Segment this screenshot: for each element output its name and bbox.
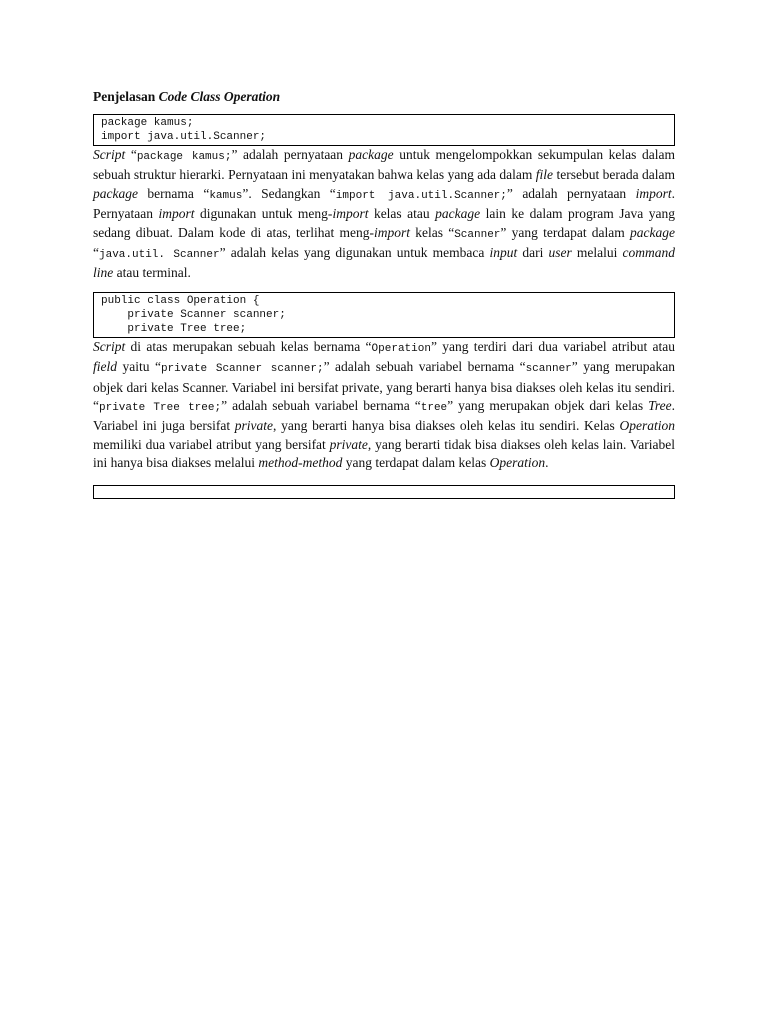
text-run: ” adalah sebuah variabel bernama “ xyxy=(221,398,421,414)
paragraph-imports-explanation xyxy=(93,146,675,283)
text-run: tersebut berada dalam xyxy=(553,167,675,183)
text-run: bernama “ xyxy=(137,185,210,201)
italic-term: field xyxy=(93,359,117,375)
text-run: . Pernyataan xyxy=(93,185,676,222)
empty-code-block xyxy=(93,485,675,499)
italic-term: user xyxy=(548,245,572,261)
text-run: yaitu “ xyxy=(117,359,161,375)
text-run: lain ke dalam program Java yang sedang dibuat. Dalam kode di atas, terlihat meng- xyxy=(93,206,675,240)
code-block-class xyxy=(93,292,675,338)
inline-code: java.util. Scanner xyxy=(99,249,220,262)
text-run: , yang berarti hanya bisa diakses oleh kelas itu sendiri. Kelas xyxy=(273,418,620,434)
italic-term: package xyxy=(435,206,481,222)
italic-term: import xyxy=(158,206,195,222)
text-run: ” yang merupakan objek dari kelas Scanner. Variabel ini bersifat private, yang berarti hanya bisa diakses oleh kelas itu sendiri. “ xyxy=(93,359,675,414)
text-run: atau terminal. xyxy=(113,265,191,281)
text-run: “ xyxy=(93,245,99,261)
inline-code: package kamus; xyxy=(136,151,232,163)
italic-term: package xyxy=(630,224,675,240)
text-run: kelas “ xyxy=(410,224,455,240)
code-line: private Scanner scanner; xyxy=(101,308,286,321)
code-line: public class Operation { xyxy=(101,294,260,307)
inline-code: import java.util.Scanner; xyxy=(335,189,507,202)
text-run: ” adalah kelas yang digunakan untuk membaca xyxy=(219,245,490,261)
italic-term: package xyxy=(348,147,394,162)
italic-term: package xyxy=(93,185,138,201)
inline-code: tree xyxy=(420,402,448,415)
text-run: . Variabel ini juga bersifat xyxy=(93,398,675,434)
text-run: ”. Sedangkan “ xyxy=(242,185,336,201)
italic-term: import xyxy=(374,224,411,240)
italic-term: command line xyxy=(93,245,675,281)
code-line: import java.util.Scanner; xyxy=(101,131,267,143)
code-block-imports xyxy=(93,114,675,146)
italic-term: input xyxy=(489,245,518,261)
text-run: ” yang terdapat dalam xyxy=(500,224,631,240)
italic-term: method-method xyxy=(258,455,343,471)
text-run: kelas atau xyxy=(368,206,436,222)
italic-term: private xyxy=(234,418,274,434)
document-content xyxy=(93,88,675,499)
heading-italic: Code Class Operation xyxy=(158,89,281,104)
text-run: , yang berarti tidak bisa diakses oleh kelas lain. Variabel ini hanya bisa diakses melalui xyxy=(93,436,675,471)
text-run: ” adalah pernyataan xyxy=(231,147,349,162)
text-run: ” adalah sebuah variabel bernama “ xyxy=(323,359,526,375)
text-run: ” yang merupakan objek dari kelas xyxy=(447,398,649,414)
text-run: “ xyxy=(125,147,137,162)
italic-term: Tree xyxy=(648,398,672,414)
section-heading xyxy=(93,88,675,105)
italic-term: private xyxy=(329,436,368,452)
inline-code: Operation xyxy=(371,342,431,355)
italic-term: import xyxy=(332,206,369,222)
text-run: memiliki dua variabel atribut yang bersifat xyxy=(93,436,330,452)
inline-code: kamus xyxy=(209,189,243,202)
text-run: dari xyxy=(517,245,549,261)
italic-term: Script xyxy=(93,147,126,162)
inline-code: private Scanner scanner; xyxy=(160,363,324,376)
text-run: . xyxy=(545,455,549,471)
italic-term: Operation xyxy=(619,418,676,434)
inline-code: Scanner xyxy=(454,228,501,241)
inline-code: private Tree tree; xyxy=(99,402,222,415)
paragraph-class-explanation xyxy=(93,338,675,473)
italic-term: file xyxy=(535,167,554,183)
text-run: melalui xyxy=(571,245,623,261)
inline-code: scanner xyxy=(525,363,572,376)
italic-term: import xyxy=(635,185,672,201)
code-line: private Tree tree; xyxy=(101,322,247,335)
heading-plain: Penjelasan xyxy=(93,89,159,104)
code-line: package kamus; xyxy=(101,117,194,129)
text-run: ” adalah pernyataan xyxy=(506,185,636,201)
text-run: digunakan untuk meng- xyxy=(194,206,333,222)
italic-term: Operation xyxy=(489,455,546,471)
text-run: yang terdapat dalam kelas xyxy=(342,455,490,471)
text-run: ” yang terdiri dari dua variabel atribut atau xyxy=(430,338,675,354)
text-run: untuk mengelompokkan sekumpulan kelas dalam sebuah struktur hierarki. Pernyataan ini menyatakan bahwa kelas yang ada dalam xyxy=(93,147,675,183)
text-run: di atas merupakan sebuah kelas bernama “ xyxy=(125,338,372,354)
italic-term: Script xyxy=(93,338,126,354)
